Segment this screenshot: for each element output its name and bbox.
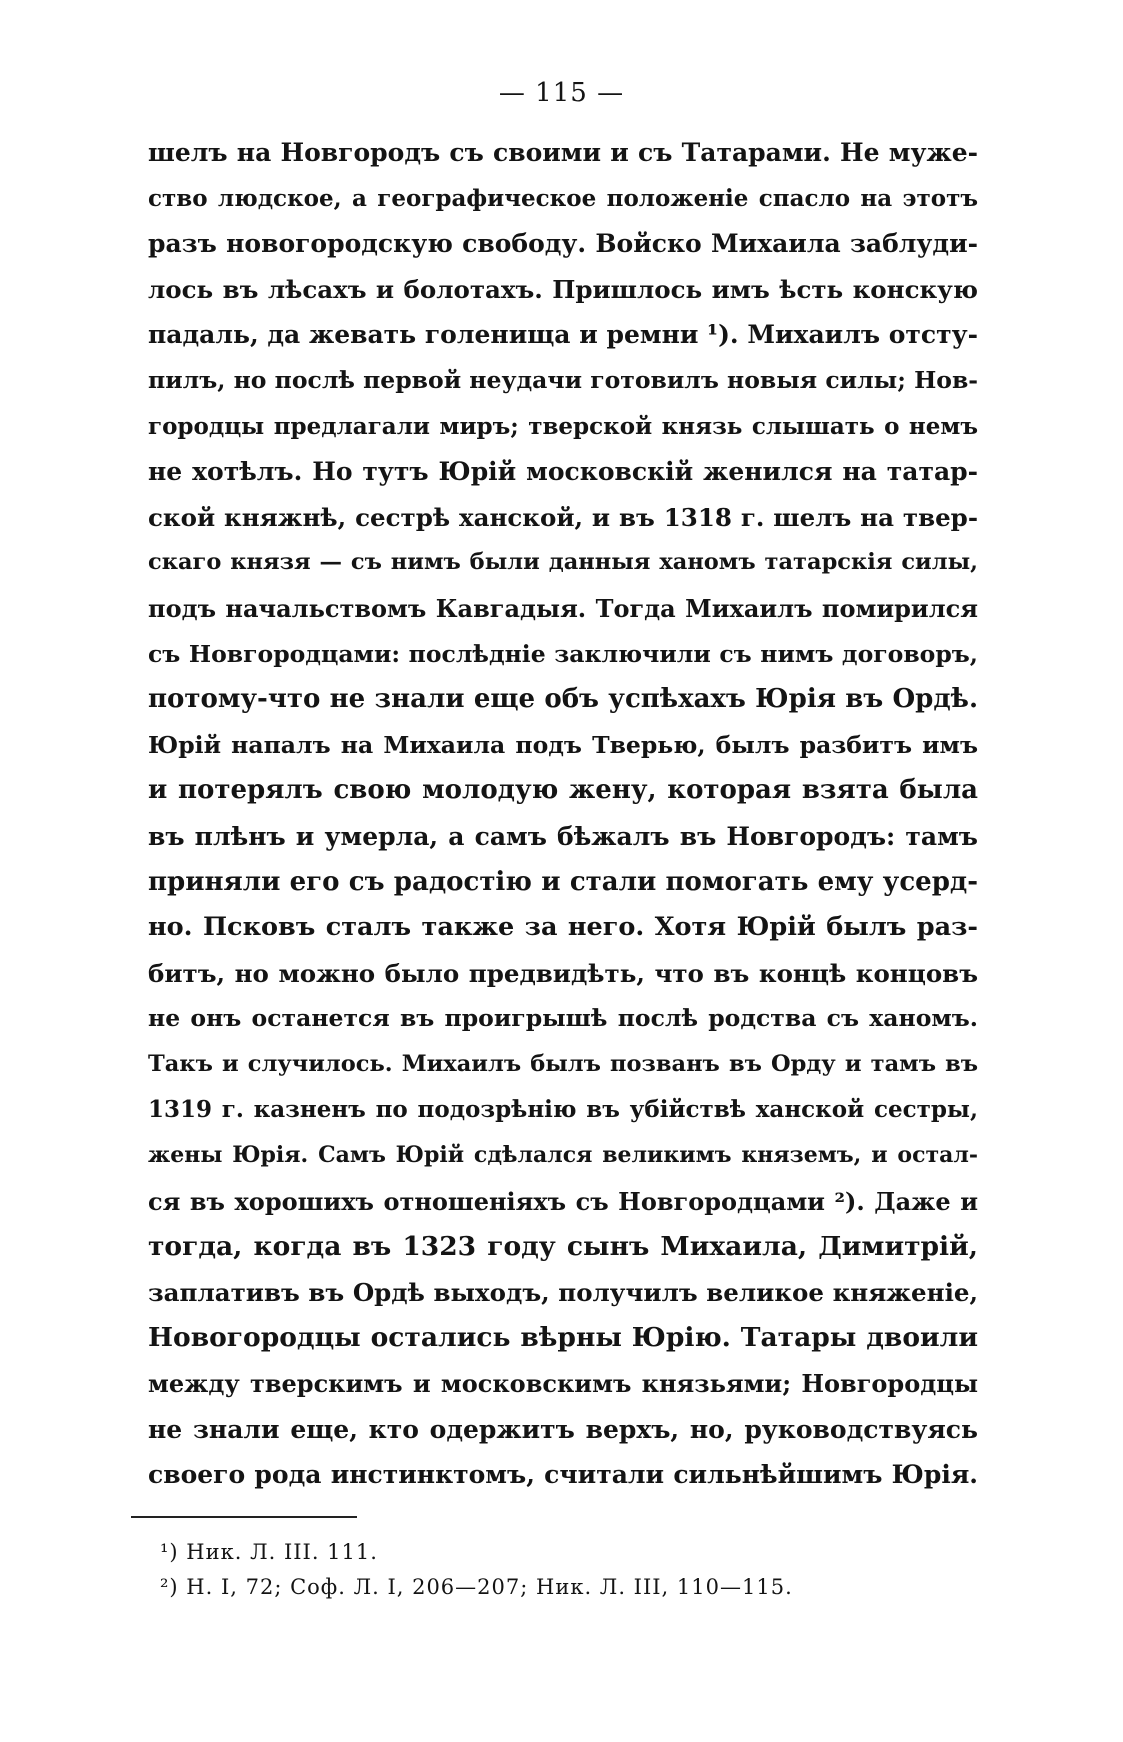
text-line: 1319 г. казненъ по подозрѣнію въ убійствѣ ханской сестры, <box>148 1096 978 1124</box>
page-number: — 115 — <box>498 78 625 108</box>
text-line: городцы предлагали миръ; тверской князь слышать о немъ <box>148 412 978 440</box>
text-line: съ Новгородцами: послѣдніе заключили съ нимъ договоръ, <box>148 639 978 668</box>
text-line: не знали еще, кто одержитъ верхъ, но, руководствуясь <box>148 1414 978 1444</box>
text-line: ство людское, а географическое положеніе спасло на этотъ <box>148 184 978 212</box>
text-line: но. Псковъ сталъ также за него. Хотя Юрій былъ раз- <box>148 912 978 943</box>
footnotes <box>160 1535 960 1605</box>
text-line: скаго князя — съ нимъ были данныя ханомъ татарскія силы, <box>148 549 978 576</box>
text-line: битъ, но можно было предвидѣть, что въ концѣ концовъ <box>148 958 978 988</box>
text-line: потому-что не знали еще объ успѣхахъ Юрія въ Ордѣ. <box>148 684 978 715</box>
text-line: Такъ и случилось. Михаилъ былъ позванъ въ Орду и тамъ въ <box>148 1050 978 1077</box>
text-line: не хотѣлъ. Но тутъ Юрій московскій женился на татар- <box>148 457 978 487</box>
text-line: не онъ останется въ проигрышѣ послѣ родства съ ханомъ. <box>148 1004 978 1033</box>
text-line: пилъ, но послѣ первой неудачи готовилъ новыя силы; Нов- <box>148 365 978 394</box>
footnote: ¹) Ник. Л. III. 111. <box>160 1540 378 1564</box>
text-line: ской княжнѣ, сестрѣ ханской, и въ 1318 г. шелъ на твер- <box>148 502 978 532</box>
text-line: Новогородцы остались вѣрны Юрію. Татары двоили <box>148 1322 978 1354</box>
text-line: падаль, да жевать голенища и ремни ¹). Михаилъ отсту- <box>148 320 978 350</box>
text-line: разъ новогородскую свободу. Войско Михаила заблуди- <box>148 229 978 259</box>
text-line: заплативъ въ Ордѣ выходъ, получилъ великое княженіе, <box>148 1277 978 1307</box>
text-line: шелъ на Новгородъ съ своими и съ Татарами. Не муже- <box>148 138 978 167</box>
text-line: и потерялъ свою молодую жену, которая взята была <box>148 775 978 806</box>
text-line: тогда, когда въ 1323 году сынъ Михаила, Димитрій, <box>148 1231 978 1263</box>
text-line: лось въ лѣсахъ и болотахъ. Пришлось имъ ѣсть конскую <box>148 274 978 304</box>
text-line: подъ начальствомъ Кавгадыя. Тогда Михаилъ помирился <box>148 593 978 623</box>
footnote: ²) Н. I, 72; Соф. Л. I, 206—207; Ник. Л. III, 110—115. <box>160 1575 793 1599</box>
text-line: ся въ хорошихъ отношеніяхъ съ Новгородцами ²). Даже и <box>148 1186 978 1216</box>
text-line: въ плѣнъ и умерла, а самъ бѣжалъ въ Новгородъ: тамъ <box>148 821 978 851</box>
text-line: жены Юрія. Самъ Юрій сдѣлался великимъ княземъ, и остал- <box>148 1142 978 1169</box>
text-line: своего рода инстинктомъ, считали сильнѣйшимъ Юрія. <box>148 1460 978 1490</box>
footnote-divider <box>131 1516 357 1518</box>
text-line: Юрій напалъ на Михаила подъ Тверью, былъ разбитъ имъ <box>148 730 978 759</box>
text-line: приняли его съ радостію и стали помогать ему усерд- <box>148 866 978 897</box>
body-text <box>148 130 978 1498</box>
text-line: между тверскимъ и московскимъ князьями; Новгородцы <box>148 1369 978 1399</box>
